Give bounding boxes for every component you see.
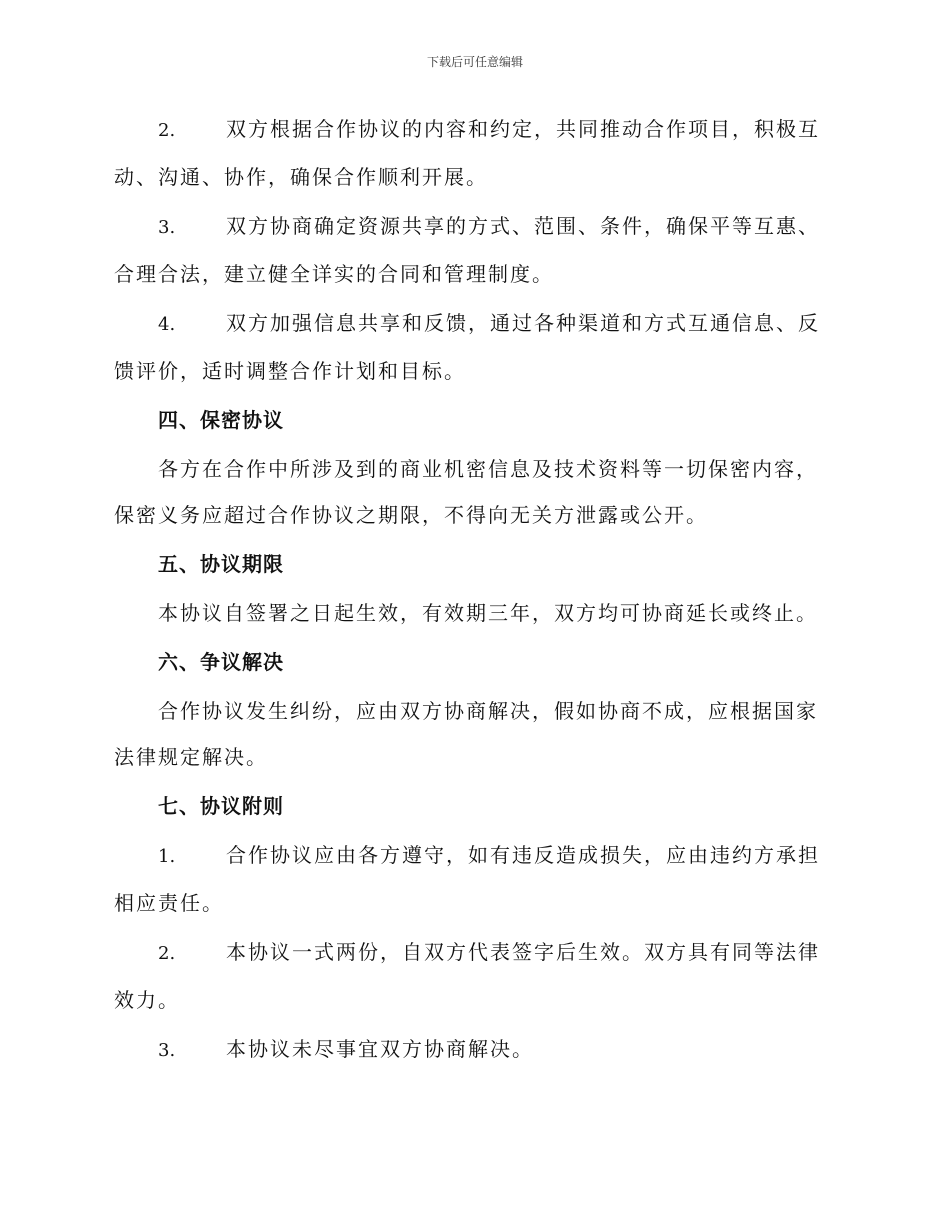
clause-item [114, 203, 834, 297]
clause-item [114, 1026, 834, 1074]
section-heading-dispute: 六、争议解决 [158, 650, 284, 674]
clause-number: 4. [158, 314, 176, 335]
clause-number: 2. [158, 120, 176, 141]
clause-number: 3. [158, 1040, 176, 1061]
clause-text: 双方加强信息共享和反馈，通过各种渠道和方式互通信息、反馈评价，适时调整合作计划和目标。 [114, 311, 820, 383]
clause-number: 3. [158, 217, 176, 238]
clause-text: 本协议一式两份，自双方代表签字后生效。双方具有同等法律效力。 [114, 940, 820, 1012]
clause-text: 双方协商确定资源共享的方式、范围、条件，确保平等互惠、合理合法，建立健全详实的合同和管理制度。 [114, 214, 820, 286]
section-paragraph: 本协议自签署之日起生效，有效期三年，双方均可协商延长或终止。 [158, 601, 818, 625]
section-heading-confidentiality: 四、保密协议 [158, 408, 284, 432]
section-heading-term: 五、协议期限 [158, 552, 284, 576]
clause-text: 双方根据合作协议的内容和约定，共同推动合作项目，积极互动、沟通、协作，确保合作顺利开展。 [114, 117, 820, 189]
clause-item [114, 832, 834, 926]
document-body [114, 106, 834, 1077]
clause-number: 1. [158, 846, 176, 867]
clause-text: 合作协议应由各方遵守，如有违反造成损失，应由违约方承担相应责任。 [114, 843, 820, 915]
clause-number: 2. [158, 943, 176, 964]
clause-item [114, 929, 834, 1023]
section-heading-appendix: 七、协议附则 [158, 794, 284, 818]
page-header: 下载后可任意编辑 [426, 55, 523, 69]
clause-item [114, 106, 834, 200]
clause-item [114, 300, 834, 394]
section-paragraph: 各方在合作中所涉及到的商业机密信息及技术资料等一切保密内容，保密义务应超过合作协议之期限，不得向无关方泄露或公开。 [114, 457, 818, 527]
clause-text: 本协议未尽事宜双方协商解决。 [226, 1037, 534, 1061]
section-paragraph: 合作协议发生纠纷，应由双方协商解决，假如协商不成，应根据国家法律规定解决。 [114, 699, 818, 769]
